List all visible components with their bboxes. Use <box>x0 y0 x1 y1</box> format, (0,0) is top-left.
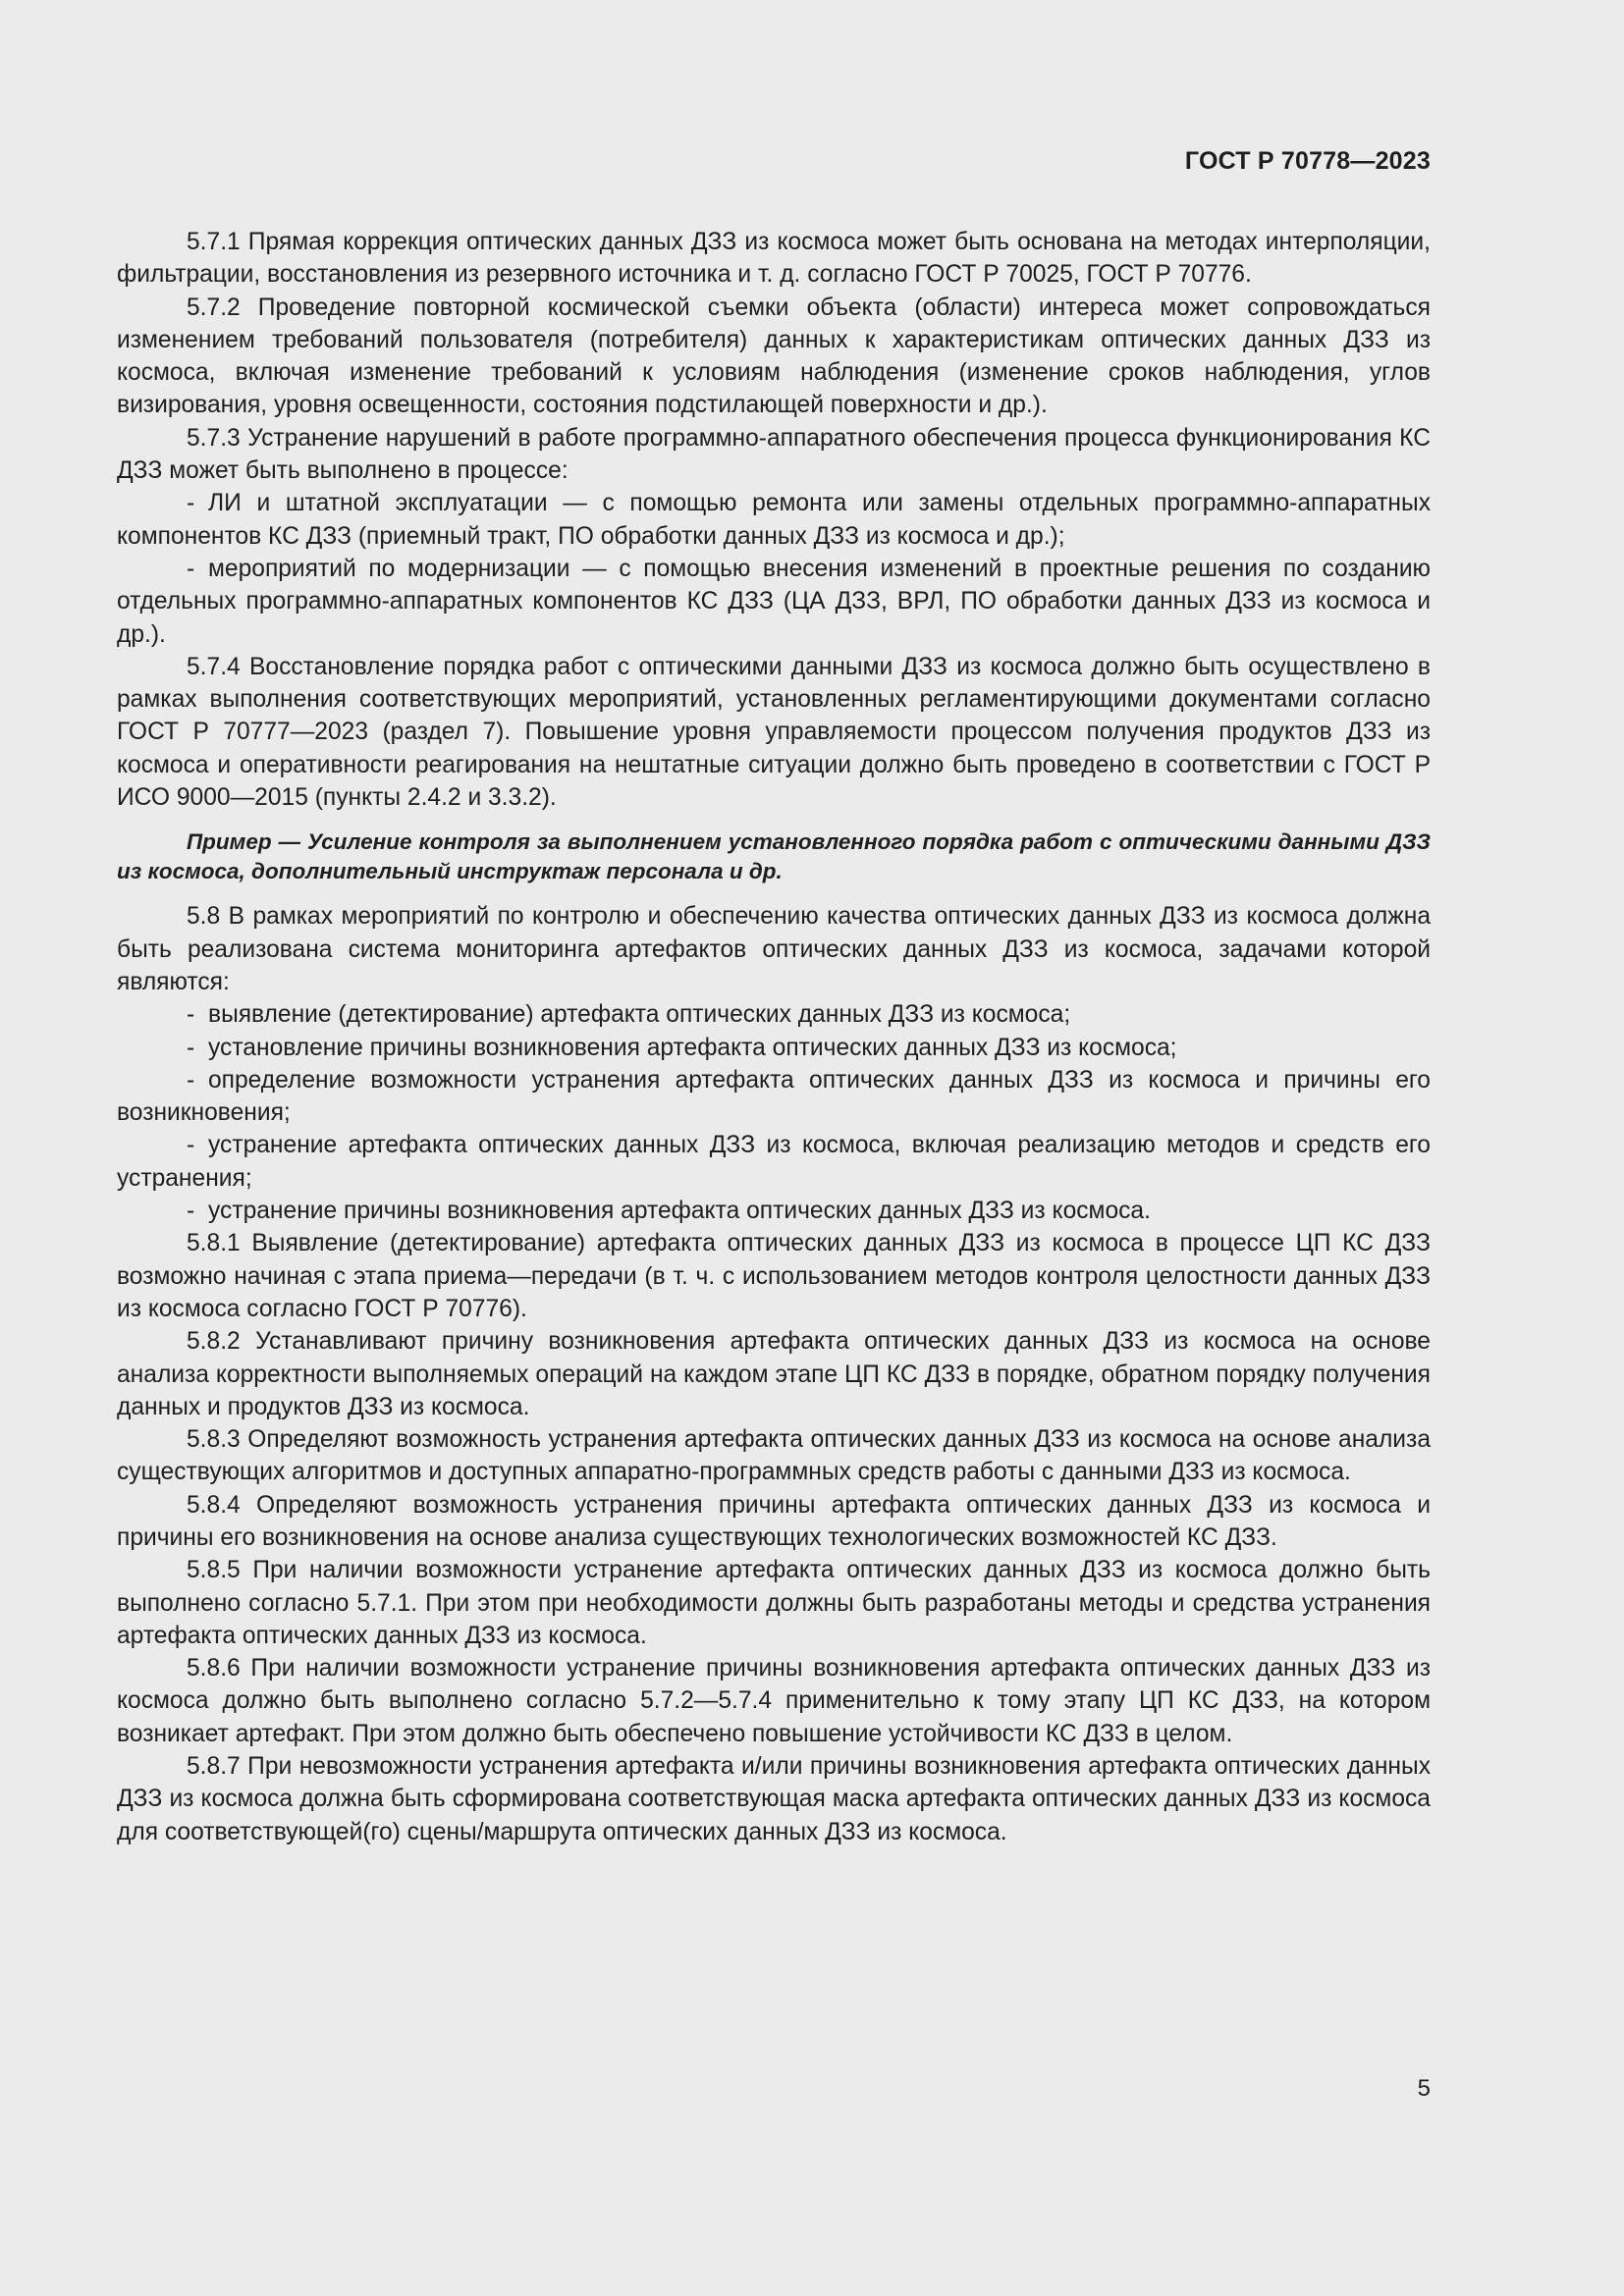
list-item-text: ЛИ и штатной эксплуатации — с помощью ремонта или замены отдельных программно-аппаратных компонентов КС ДЗЗ (приемный тракт, ПО обработки данных ДЗЗ из космоса и др.); <box>117 490 1431 550</box>
list-dash-marker: - <box>187 490 195 517</box>
list-dash-marker: - <box>187 1198 195 1225</box>
list-item-text: определение возможности устранения артефакта оптических данных ДЗЗ из космоса и причины его возникновения; <box>117 1066 1431 1127</box>
list-item-text: устранение артефакта оптических данных ДЗЗ из космоса, включая реализацию методов и средств его устранения; <box>117 1132 1431 1192</box>
clause-paragraph: 5.8 В рамках мероприятий по контролю и обеспечению качества оптических данных ДЗЗ из космоса должна быть реализована система мониторинга артефактов оптических данных ДЗЗ из космоса, задачами которой являются: <box>117 903 1431 995</box>
list-item <box>117 487 1431 553</box>
clause-paragraph: 5.8.4 Определяют возможность устранения причины артефакта оптических данных ДЗЗ из космоса и причины его возникновения на основе анализа существующих технологических возможностей КС ДЗЗ. <box>117 1491 1431 1551</box>
list-item-text: устранение причины возникновения артефакта оптических данных ДЗЗ из космоса. <box>208 1198 1151 1225</box>
list-item <box>117 998 1431 1031</box>
clause-paragraph: 5.7.4 Восстановление порядка работ с оптическими данными ДЗЗ из космоса должно быть осуществлено в рамках выполнения соответствующих мероприятий, установленных регламентирующими документами согласно ГОСТ Р 70777—2023 (раздел 7). Повышение уровня управляемости процессом получения продуктов ДЗЗ из космоса и оперативности реагирования на нештатные ситуации должно быть проведено в соответствии с ГОСТ Р ИСО 9000—2015 (пункты 2.4.2 и 3.3.2). <box>117 653 1431 812</box>
list-item-text: мероприятий по модернизации — с помощью внесения изменений в проектные решения по созданию отдельных программно-аппаратных компонентов КС ДЗЗ (ЦА ДЗЗ, ВРЛ, ПО обработки данных ДЗЗ из космоса и др.). <box>117 555 1431 648</box>
list-item <box>117 1032 1431 1064</box>
document-code-header: ГОСТ Р 70778—2023 <box>1184 147 1431 175</box>
list-dash-marker: - <box>187 1132 195 1159</box>
list-item-text: выявление (детектирование) артефакта оптических данных ДЗЗ из космоса; <box>208 1001 1071 1029</box>
clause-paragraph: 5.8.3 Определяют возможность устранения артефакта оптических данных ДЗЗ из космоса на основе анализа существующих алгоритмов и доступных аппаратно-программных средств работы с данными ДЗЗ из космоса. <box>117 1426 1431 1486</box>
example-note: Пример — Усиление контроля за выполнением установленного порядка работ с оптическими данными ДЗЗ из космоса, дополнительный инструктаж персонала и др. <box>117 829 1431 884</box>
clause-paragraph: 5.8.6 При наличии возможности устранение причины возникновения артефакта оптических данных ДЗЗ из космоса должно быть выполнено согласно 5.7.2—5.7.4 применительно к тому этапу ЦП КС ДЗЗ, на котором возникает артефакт. При этом должно быть обеспечено повышение устойчивости КС ДЗЗ в целом. <box>117 1655 1431 1747</box>
clause-paragraph: 5.8.1 Выявление (детектирование) артефакта оптических данных ДЗЗ из космоса в процессе ЦП КС ДЗЗ возможно начиная с этапа приема—передачи (в т. ч. с использованием методов контроля целостности данных ДЗЗ из космоса согласно ГОСТ Р 70776). <box>117 1230 1431 1322</box>
page-number: 5 <box>1417 2075 1431 2102</box>
list-dash-marker: - <box>187 1001 195 1029</box>
list-item <box>117 553 1431 651</box>
clause-paragraph: 5.7.1 Прямая коррекция оптических данных ДЗЗ из космоса может быть основана на методах интерполяции, фильтрации, восстановления из резервного источника и т. д. согласно ГОСТ Р 70025, ГОСТ Р 70776. <box>117 229 1431 289</box>
list-dash-marker: - <box>187 1066 195 1094</box>
clause-paragraph: 5.8.5 При наличии возможности устранение артефакта оптических данных ДЗЗ из космоса должно быть выполнено согласно 5.7.1. При этом при необходимости должны быть разработаны методы и средства устранения артефакта оптических данных ДЗЗ из космоса. <box>117 1557 1431 1649</box>
clause-paragraph: 5.8.7 При невозможности устранения артефакта и/или причины возникновения артефакта оптических данных ДЗЗ из космоса должна быть сформирована соответствующая маска артефакта оптических данных ДЗЗ из космоса для соответствующей(го) сцены/маршрута оптических данных ДЗЗ из космоса. <box>117 1753 1431 1845</box>
document-body <box>117 226 1431 1848</box>
list-item <box>117 1064 1431 1130</box>
list-item <box>117 1129 1431 1195</box>
clause-paragraph: 5.8.2 Устанавливают причину возникновения артефакта оптических данных ДЗЗ из космоса на основе анализа корректности выполняемых операций на каждом этапе ЦП КС ДЗЗ в порядке, обратном порядку получения данных и продуктов ДЗЗ из космоса. <box>117 1328 1431 1420</box>
list-item-text: установление причины возникновения артефакта оптических данных ДЗЗ из космоса; <box>208 1034 1177 1061</box>
list-item <box>117 1195 1431 1227</box>
list-dash-marker: - <box>187 1034 195 1061</box>
clause-paragraph: 5.7.2 Проведение повторной космической съемки объекта (области) интереса может сопровождаться изменением требований пользователя (потребителя) данных к характеристикам оптических данных ДЗЗ из космоса, включая изменение требований к условиям наблюдения (изменение сроков наблюдения, углов визирования, уровня освещенности, состояния подстилающей поверхности и др.). <box>117 294 1431 419</box>
list-dash-marker: - <box>187 555 195 582</box>
clause-paragraph: 5.7.3 Устранение нарушений в работе программно-аппаратного обеспечения процесса функционирования КС ДЗЗ может быть выполнено в процессе: <box>117 424 1431 485</box>
